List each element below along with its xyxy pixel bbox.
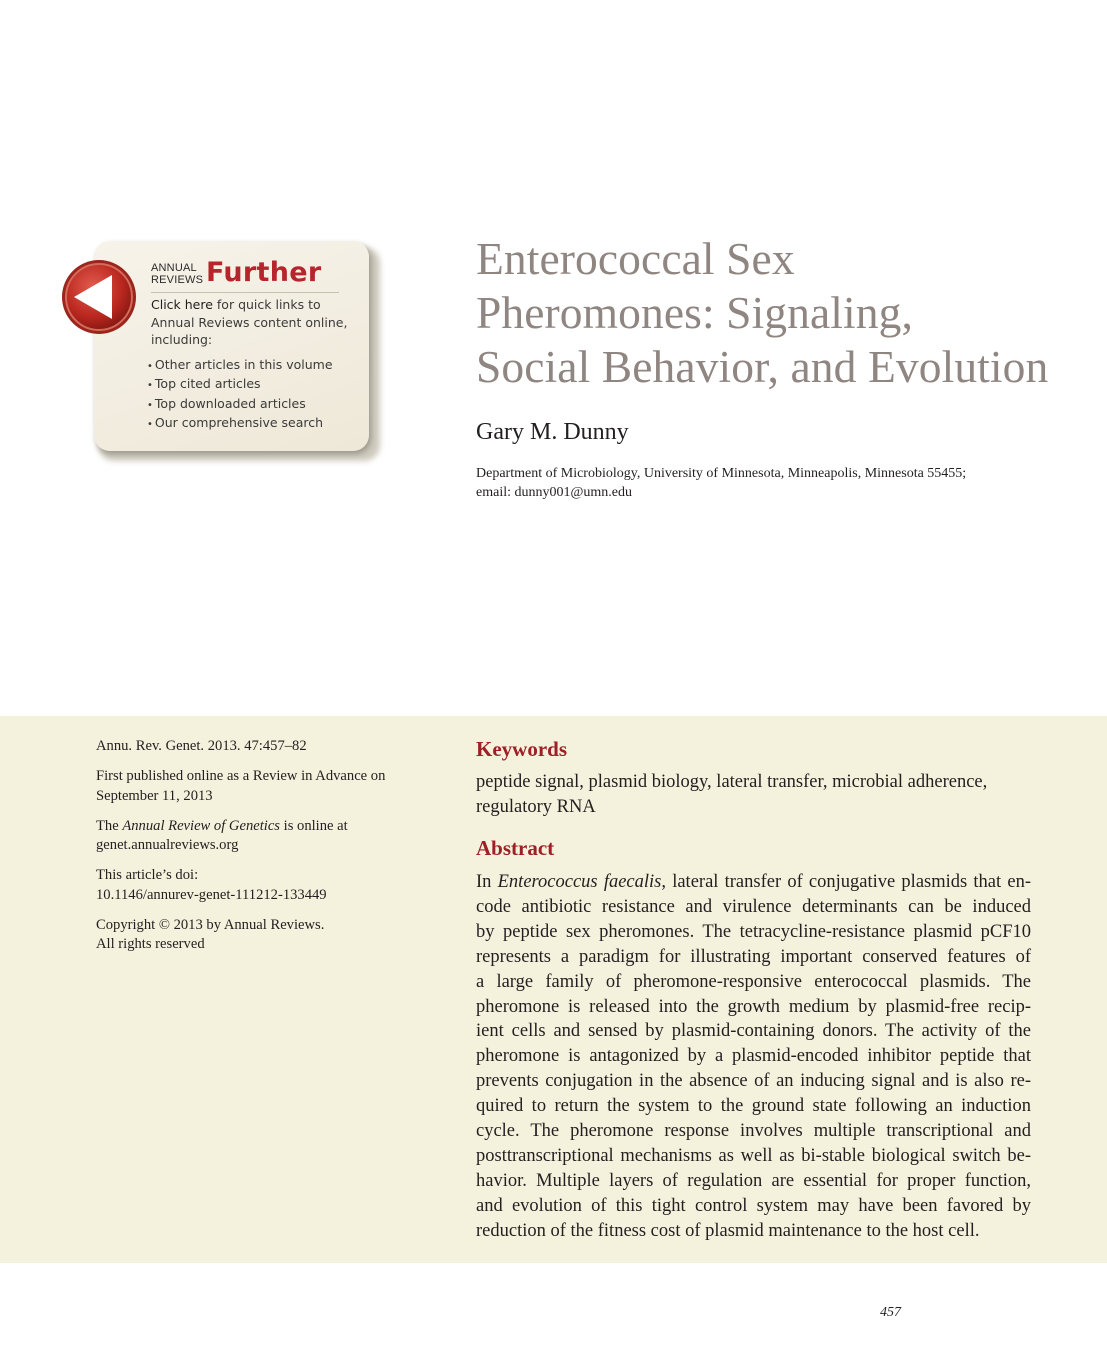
abstract-line: represents a paradigm for illustrating important conserved features of bbox=[476, 946, 1031, 967]
annual-reviews-logo: ANNUAL REVIEWS bbox=[151, 262, 204, 286]
copyright: Copyright © 2013 by Annual Reviews. All rights reserved bbox=[96, 916, 325, 952]
title-line: Pheromones: Signaling, bbox=[476, 287, 913, 338]
article-meta bbox=[96, 737, 426, 965]
abstract-line: cycle. The pheromone response involves multiple transcriptional and bbox=[476, 1121, 1031, 1142]
further-links-list bbox=[147, 356, 333, 433]
abstract-line: and evolution of this tight control system may have been favored by bbox=[476, 1195, 1031, 1216]
further-header bbox=[151, 257, 341, 291]
abstract-line: pheromone is released into the growth medium by plasmid-free recip- bbox=[476, 996, 1031, 1017]
affiliation-line: Department of Microbiology, University of Minnesota, Minneapolis, Minnesota 55455; bbox=[476, 466, 967, 481]
organism-name: Enterococcus faecalis bbox=[497, 872, 662, 892]
abstract-line: a large family of pheromone-responsive enterococcal plasmids. The bbox=[476, 971, 1031, 992]
further-link-top-downloaded[interactable]: • Top downloaded articles bbox=[147, 395, 333, 414]
abstract-line: ient cells and sensed by plasmid-containing donors. The activity of the bbox=[476, 1021, 1031, 1042]
abstract-line: pheromone is antagonized by a plasmid-encoded inhibitor peptide that bbox=[476, 1046, 1031, 1067]
further-link-other-articles[interactable]: • Other articles in this volume bbox=[147, 356, 333, 375]
abstract-line: posttranscriptional mechanisms as well as bi-stable biological switch be- bbox=[476, 1145, 1031, 1166]
further-intro-text: for quick links to Annual Reviews content online, including: bbox=[151, 297, 348, 347]
abstract-line: reduction of the fitness cost of plasmid maintenance to the host cell. bbox=[476, 1220, 980, 1241]
title-line: Social Behavior, and Evolution bbox=[476, 341, 1049, 392]
title-line: Enterococcal Sex bbox=[476, 233, 795, 284]
abstract-line: havior. Multiple layers of regulation are essential for proper function, bbox=[476, 1170, 1031, 1191]
further-link-top-cited[interactable]: • Top cited articles bbox=[147, 375, 333, 394]
keywords-heading: Keywords bbox=[476, 737, 567, 761]
click-here-link[interactable]: Click here bbox=[151, 297, 213, 312]
page-number: 457 bbox=[880, 1305, 901, 1320]
doi-block bbox=[96, 866, 426, 905]
article-title bbox=[476, 232, 1076, 394]
abstract-text bbox=[476, 870, 1031, 1244]
author-affiliation bbox=[476, 464, 1076, 502]
citation: Annu. Rev. Genet. 2013. 47:457–82 bbox=[96, 738, 307, 754]
further-divider bbox=[151, 292, 339, 293]
journal-name: Annual Review of Genetics bbox=[122, 817, 280, 834]
abstract-line: In Enterococcus faecalis, lateral transfer of conjugative plasmids that en- bbox=[476, 872, 1031, 892]
first-published: First published online as a Review in Advance on September 11, 2013 bbox=[96, 768, 386, 804]
abstract-line: by peptide sex pheromones. The tetracycline-resistance plasmid pCF10 bbox=[476, 921, 1031, 942]
back-arrow-icon[interactable] bbox=[60, 258, 138, 336]
abstract-line: code antibiotic resistance and virulence determinants can be induced bbox=[476, 896, 1031, 917]
further-label: Further bbox=[206, 257, 322, 288]
keywords-text: peptide signal, plasmid biology, lateral transfer, microbial adherence, regulatory RNA bbox=[476, 772, 988, 817]
further-intro bbox=[151, 296, 351, 349]
abstract-line: quired to return the system to the ground state following an induction bbox=[476, 1096, 1031, 1117]
further-link-search[interactable]: • Our comprehensive search bbox=[147, 414, 333, 433]
abstract-line: prevents conjugation in the absence of an inducing signal and is also re- bbox=[476, 1071, 1031, 1092]
abstract-heading: Abstract bbox=[476, 836, 555, 860]
author-name: Gary M. Dunny bbox=[476, 419, 629, 445]
doi[interactable]: 10.1146/annurev-genet-111212-133449 bbox=[96, 886, 327, 903]
journal-online: The Annual Review of Genetics is online at genet.annualreviews.org bbox=[96, 817, 348, 853]
author-email: email: dunny001@umn.edu bbox=[476, 485, 632, 500]
doi-label: This article’s doi: bbox=[96, 867, 199, 883]
